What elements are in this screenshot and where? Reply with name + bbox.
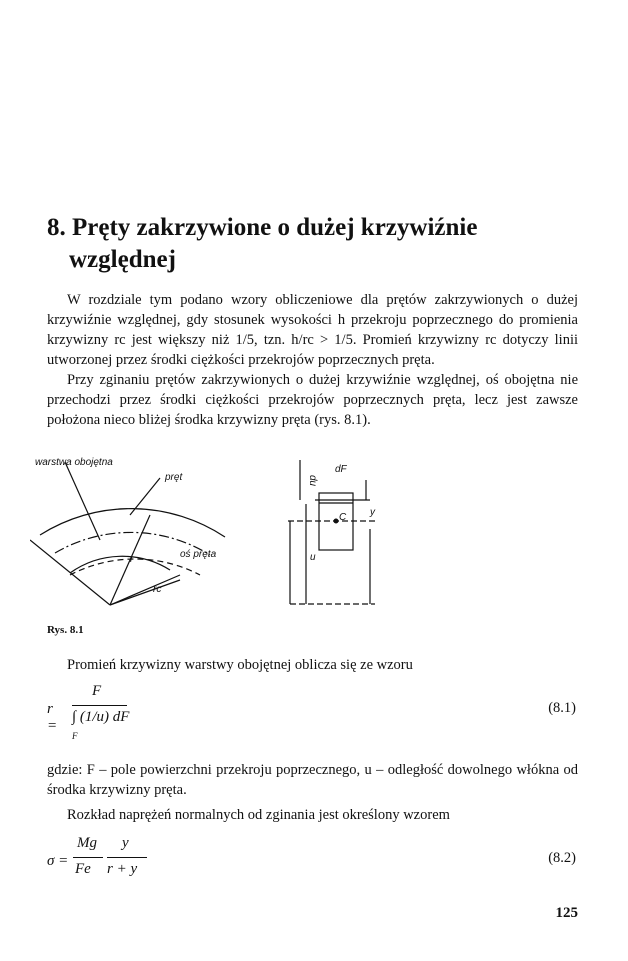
eq2-den1: Fe xyxy=(75,861,91,877)
eq2-num1: Mg xyxy=(77,835,97,851)
label-bar-axis: oś pręta xyxy=(180,549,217,560)
eq1-denominator: ∫ (1/u) dF xyxy=(72,709,130,725)
label-u: u xyxy=(310,552,316,563)
label-rc: rc xyxy=(153,584,162,595)
figure-caption: Rys. 8.1 xyxy=(47,624,84,636)
figure-8-1 xyxy=(30,440,600,620)
chapter-title-line1: 8. Pręty zakrzywione o dużej krzywiźnie xyxy=(47,214,478,241)
neutral-arc xyxy=(70,559,200,575)
equation-number-8-1: (8.1) xyxy=(548,700,576,716)
label-bar: pręt xyxy=(165,472,183,483)
equation-number-8-2: (8.2) xyxy=(548,850,576,866)
paragraph-where: gdzie: F – pole powierzchni przekroju poprzecznego, u – odległość dowolnego włókna od środka krzywizny pręta. xyxy=(47,762,578,798)
label-dF: dF xyxy=(335,464,347,475)
chapter-title-line2: względnej xyxy=(69,246,176,273)
eq2-den2: r + y xyxy=(107,861,138,877)
label-y: y xyxy=(370,507,375,518)
eq2-lhs: σ = xyxy=(47,853,69,869)
label-du: du xyxy=(307,475,318,487)
inner-arc xyxy=(70,556,170,573)
label-neutral-layer: warstwa obojętna xyxy=(35,457,113,468)
label-C: C xyxy=(339,512,347,523)
eq1-subscript: F xyxy=(72,731,78,741)
paragraph-stress-intro: Rozkład naprężeń normalnych od zginania jest określony wzorem xyxy=(67,807,450,823)
eq2-num2: y xyxy=(122,835,129,851)
paragraph-neutral-axis: Przy zginaniu prętów zakrzywionych o dużej krzywiźnie względnej, oś obojętna nie przechodzi przez środki ciężkości przekrojów poprzecznych pręta, lecz jest zawsze położona nieco bliżej środka krzywizny pręta (rys. 8.1). xyxy=(47,372,578,428)
paragraph-intro: W rozdziale tym podano wzory obliczeniowe dla prętów zakrzywionych o dużej krzywiźnie względnej, gdy stosunek wysokości h przekroju poprzecznego do promienia krzywizny rc jest większy niż 1/5, tzn. h/rc > 1/5. Promień krzywizny rc dotyczy linii utworzonej przez środki ciężkości przekrojów poprzecznych pręta. xyxy=(47,292,578,368)
label-r: r xyxy=(130,554,134,565)
page-number: 125 xyxy=(555,905,578,921)
eq1-lhs: r = xyxy=(47,701,58,734)
paragraph-formula-intro: Promień krzywizny warstwy obojętnej oblicza się ze wzoru xyxy=(67,657,413,673)
eq1-numerator: F xyxy=(92,683,102,699)
chapter-title xyxy=(47,212,587,276)
